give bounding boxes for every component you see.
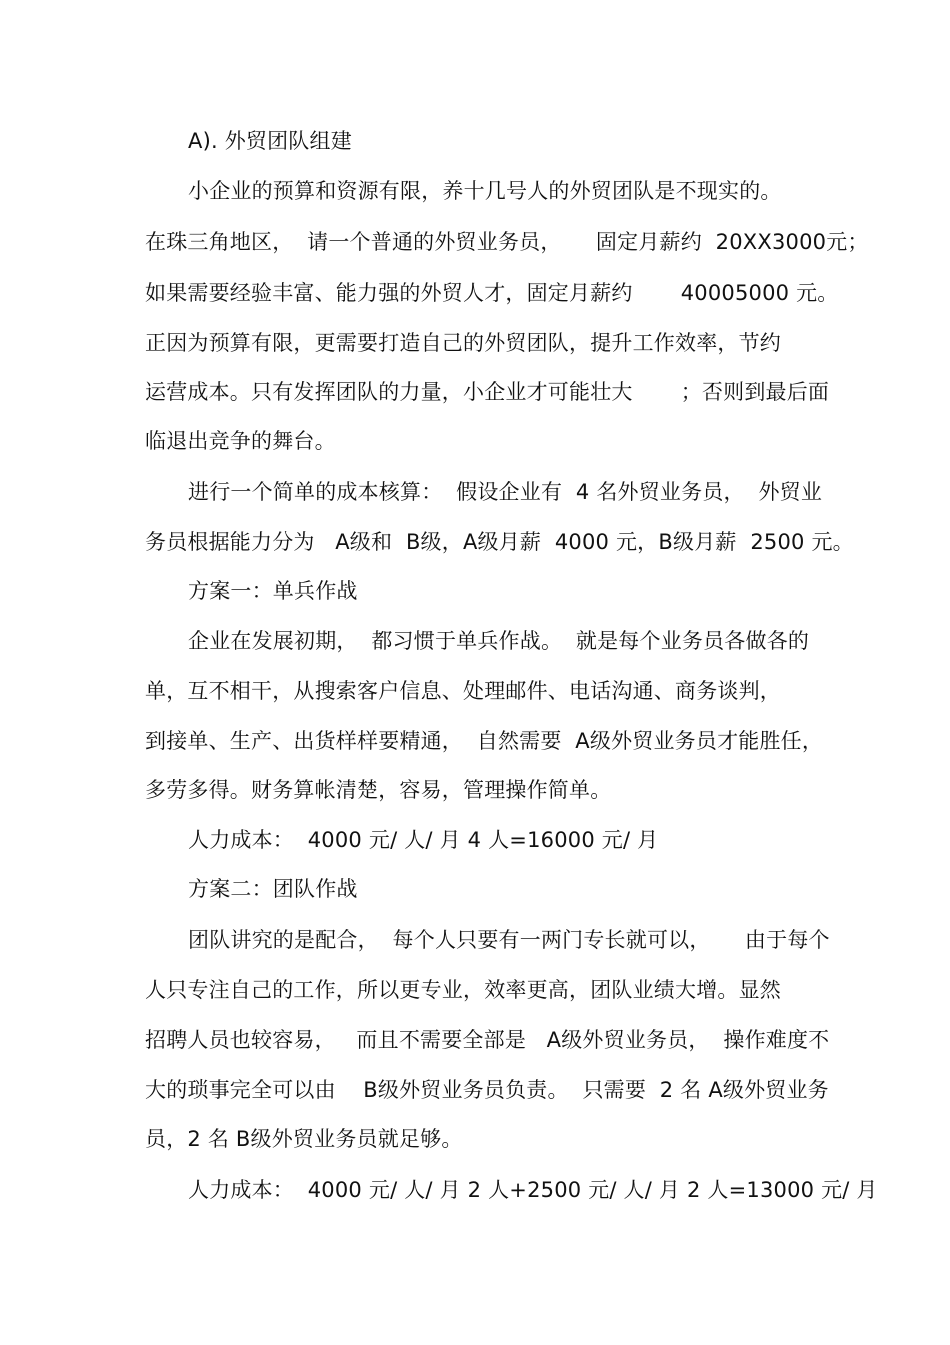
paragraph-line: 员，2 名 B级外贸业务员就足够。 [145,1127,463,1151]
paragraph-line: 单，互不相干，从搜索客户信息、处理邮件、电话沟通、商务谈判， [145,679,781,703]
paragraph-line: 正因为预算有限，更需要打造自己的外贸团队，提升工作效率，节约 [145,331,781,355]
paragraph-line: 在珠三角地区， 请一个普通的外贸业务员， 固定月薪约 20XX3000元； [145,230,869,254]
paragraph-line: 小企业的预算和资源有限，养十几号人的外贸团队是不现实的。 [188,179,782,203]
paragraph-line: 进行一个简单的成本核算： 假设企业有 4 名外贸业务员， 外贸业 [188,480,823,504]
cost-line: 人力成本： 4000 元/ 人/ 月 2 人+2500 元/ 人/ 月 2 人=13000 元/ 月 [188,1178,878,1202]
paragraph-line: 人只专注自己的工作，所以更专业，效率更高，团队业绩大增。显然 [145,978,781,1002]
subheading: 方案二：团队作战 [188,877,358,901]
paragraph-line: 团队讲究的是配合， 每个人只要有一两门专长就可以， 由于每个 [188,928,830,952]
paragraph-line: 临退出竞争的舞台。 [145,429,336,453]
paragraph-line: 企业在发展初期， 都习惯于单兵作战。 就是每个业务员各做各的 [188,629,810,653]
paragraph-line: 招聘人员也较容易， 而且不需要全部是 A级外贸业务员， 操作难度不 [145,1028,830,1052]
paragraph-line: 到接单、生产、出货样样要精通， 自然需要 A级外贸业务员才能胜任， [145,729,824,753]
cost-line: 人力成本： 4000 元/ 人/ 月 4 人=16000 元/ 月 [188,828,659,852]
subheading: 方案一：单兵作战 [188,579,358,603]
paragraph-line: 如果需要经验丰富、能力强的外贸人才，固定月薪约 40005000 元。 [145,281,839,305]
paragraph-line: 务员根据能力分为 A级和 B级，A级月薪 4000 元，B级月薪 2500 元。 [145,530,854,554]
section-heading: A). 外贸团队组建 [188,129,352,153]
paragraph-line: 大的琐事完全可以由 B级外贸业务员负责。 只需要 2 名 A级外贸业务 [145,1078,829,1102]
paragraph-line: 多劳多得。财务算帐清楚，容易，管理操作简单。 [145,778,612,802]
paragraph-line: 运营成本。只有发挥团队的力量，小企业才可能壮大 ；否则到最后面 [145,380,830,404]
